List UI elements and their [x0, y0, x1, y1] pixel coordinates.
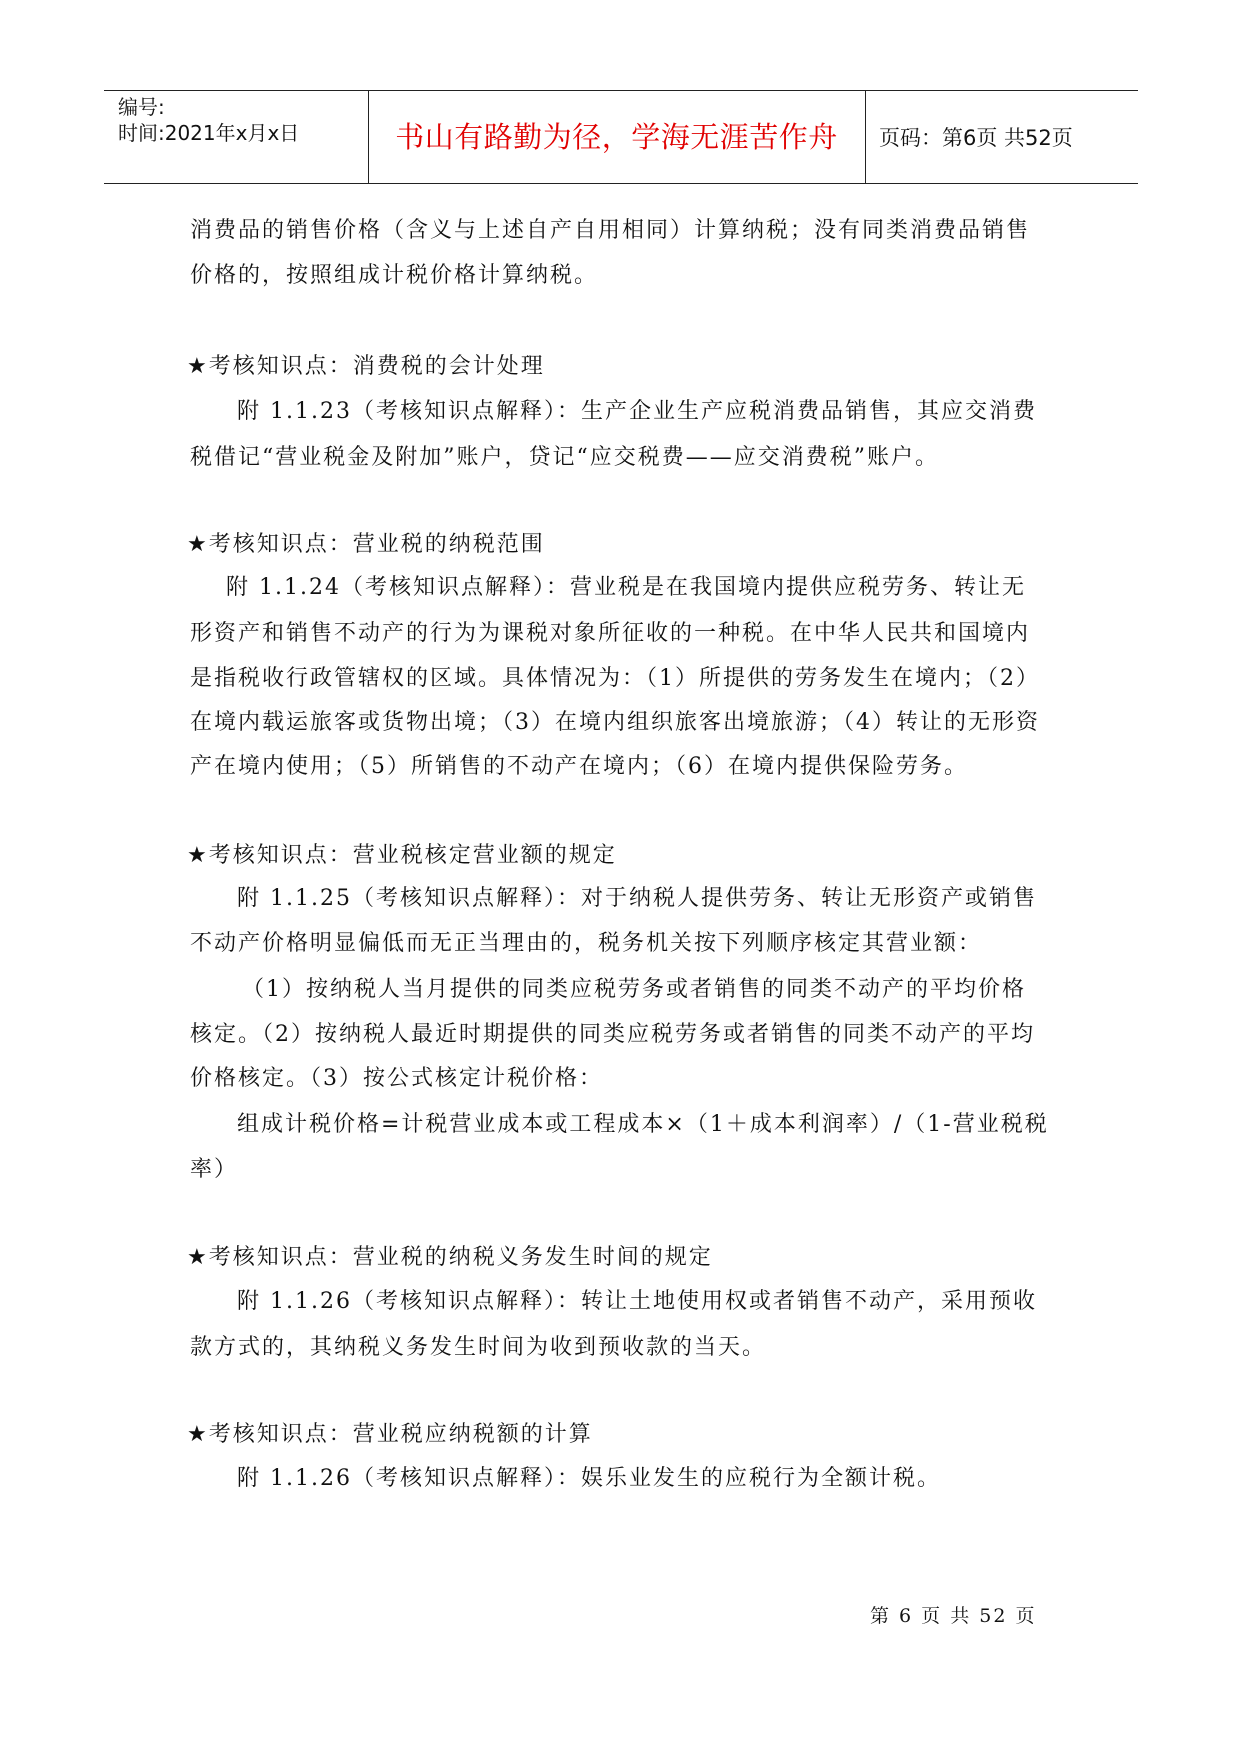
document-number-label: 编号:	[118, 95, 165, 119]
header-motto-cell	[368, 91, 866, 183]
section-heading-text: 考核知识点：营业税的纳税范围	[208, 532, 545, 557]
body-line: （1）按纳税人当月提供的同类应税劳务或者销售的同类不动产的平均价格	[242, 977, 1026, 1002]
body-line: 核定。（2）按纳税人最近时期提供的同类应税劳务或者销售的同类不动产的平均	[190, 1022, 1035, 1047]
body-line: 附 1.1.24（考核知识点解释）：营业税是在我国境内提供应税劳务、转让无	[226, 575, 1026, 600]
header-page-number: 页码：第6页 共52页	[879, 126, 1073, 150]
star-icon: ★	[187, 354, 209, 379]
star-icon: ★	[187, 1422, 209, 1447]
body-line: 形资产和销售不动产的行为为课税对象所征收的一种税。在中华人民共和国境内	[190, 621, 1031, 646]
page-header	[104, 90, 1138, 184]
header-meta-cell	[104, 91, 369, 183]
section-heading	[187, 352, 545, 382]
body-line: 价格的，按照组成计税价格计算纳税。	[190, 263, 599, 288]
body-line: 附 1.1.25（考核知识点解释）：对于纳税人提供劳务、转让无形资产或销售	[237, 886, 1037, 911]
body-line: 组成计税价格=计税营业成本或工程成本×（1＋成本利润率）/（1-营业税税	[237, 1112, 1049, 1137]
star-icon: ★	[187, 532, 209, 557]
body-line: 附 1.1.23（考核知识点解释）：生产企业生产应税消费品销售，其应交消费	[237, 399, 1037, 424]
section-heading	[187, 1243, 713, 1273]
body-line: 在境内载运旅客或货物出境；（3）在境内组织旅客出境旅游；（4）转让的无形资	[190, 710, 1040, 735]
section-heading	[187, 530, 545, 560]
header-page-cell	[865, 91, 1138, 183]
section-heading-text: 考核知识点：营业税应纳税额的计算	[208, 1422, 593, 1447]
body-line: 税借记“营业税金及附加”账户，贷记“应交税费——应交消费税”账户。	[190, 445, 939, 470]
body-line: 附 1.1.26（考核知识点解释）：娱乐业发生的应税行为全额计税。	[237, 1466, 941, 1491]
section-heading-text: 考核知识点：消费税的会计处理	[208, 354, 545, 379]
body-line: 不动产价格明显偏低而无正当理由的，税务机关按下列顺序核定其营业额：	[190, 931, 983, 956]
section-heading	[187, 1420, 593, 1450]
page-footer-number: 第 6 页 共 52 页	[870, 1605, 1037, 1627]
star-icon: ★	[187, 1245, 209, 1270]
star-icon: ★	[187, 843, 209, 868]
section-heading-text: 考核知识点：营业税的纳税义务发生时间的规定	[208, 1245, 713, 1270]
body-line: 附 1.1.26（考核知识点解释）：转让土地使用权或者销售不动产，采用预收	[237, 1289, 1037, 1314]
section-heading	[187, 841, 617, 871]
section-heading-text: 考核知识点：营业税核定营业额的规定	[208, 843, 617, 868]
body-line: 消费品的销售价格（含义与上述自产自用相同）计算纳税；没有同类消费品销售	[190, 218, 1031, 243]
body-line: 率）	[190, 1157, 239, 1182]
body-line: 是指税收行政管辖权的区域。具体情况为：（1）所提供的劳务发生在境内；（2）	[190, 666, 1040, 691]
document-time-label: 时间:2021年x月x日	[118, 121, 300, 145]
body-line: 价格核定。（3）按公式核定计税价格：	[190, 1066, 603, 1091]
body-line: 款方式的，其纳税义务发生时间为收到预收款的当天。	[190, 1335, 767, 1360]
body-line: 产在境内使用；（5）所销售的不动产在境内；（6）在境内提供保险劳务。	[190, 754, 968, 779]
header-motto: 书山有路勤为径，学海无涯苦作舟	[395, 120, 838, 154]
